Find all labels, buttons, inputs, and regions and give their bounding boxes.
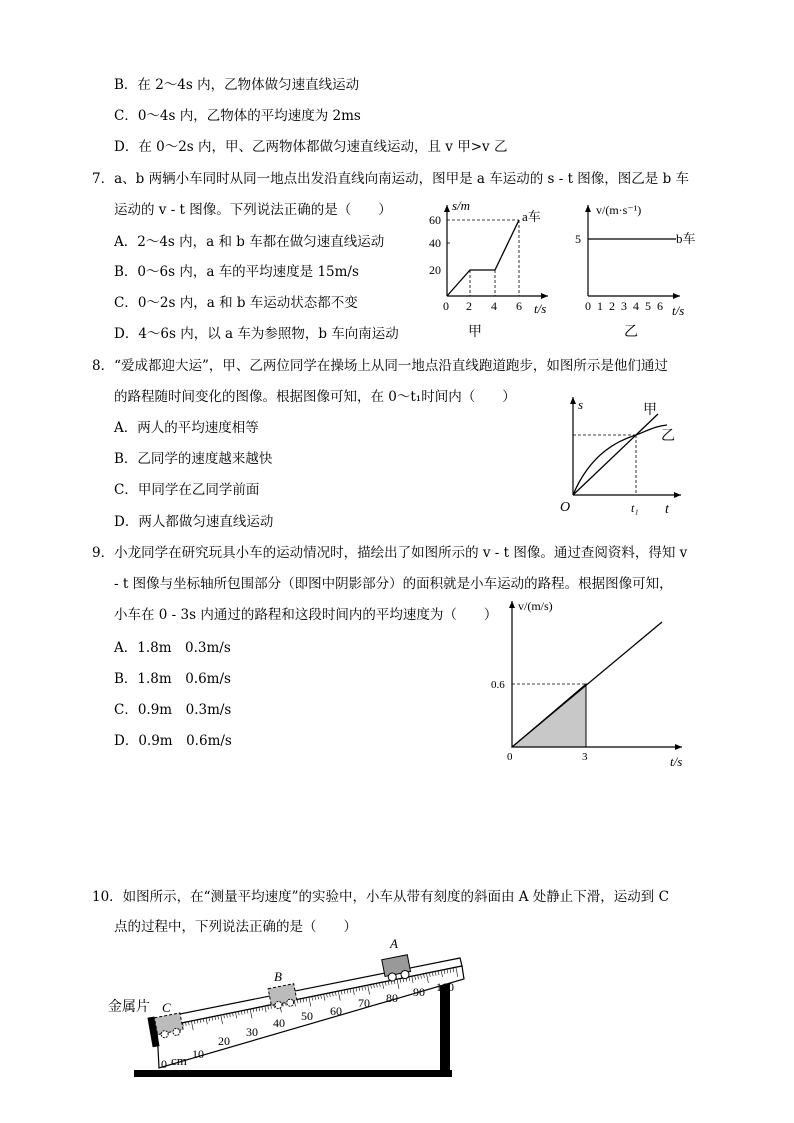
q7-option-a: A．2～4s 内，a 和 b 车都在做匀速直线运动 bbox=[114, 234, 385, 250]
xlabel: t bbox=[665, 502, 669, 517]
q7-stem-line2: 运动的 v - t 图像。下列说法正确的是（ ） bbox=[114, 202, 392, 218]
support-post bbox=[440, 983, 450, 1073]
ruler-label-10: 10 bbox=[192, 1047, 204, 1061]
label-jia: 甲 bbox=[643, 403, 657, 418]
q9-option-c: C．0.9m 0.3m/s bbox=[114, 702, 232, 718]
origin-label: O bbox=[560, 500, 571, 515]
ylabel: v/(m/s) bbox=[518, 599, 553, 613]
ytick-40: 40 bbox=[429, 236, 441, 250]
q10-stem-line1: 10．如图所示，在“测量平均速度”的实验中，小车从带有刻度的斜面由 A 处静止下滑，运动到 C bbox=[92, 889, 669, 905]
ruler-label-80: 80 bbox=[386, 991, 398, 1005]
series-a-line bbox=[447, 220, 519, 296]
label-c: C bbox=[162, 1000, 171, 1015]
series-label-b: b车 bbox=[676, 231, 696, 246]
q10-incline-figure bbox=[100, 935, 480, 1085]
q9-option-d: D．0.9m 0.6m/s bbox=[114, 733, 232, 749]
ruler-unit: cm bbox=[171, 1053, 187, 1068]
ylabel: v/(m·s⁻¹) bbox=[596, 203, 642, 217]
ytick-0.6: 0.6 bbox=[491, 679, 505, 691]
metal-label: 金属片 bbox=[108, 1000, 150, 1015]
ruler-label-0: 0 bbox=[161, 1057, 167, 1071]
curve-yi bbox=[573, 425, 667, 495]
q8-stem-line1: 8．“爱成都迎大运”，甲、乙两位同学在操场上从同一地点沿直线跑道跑步，如图所示是他们通过 bbox=[92, 358, 668, 374]
q6-option-b: B．在 2～4s 内，乙物体做匀速直线运动 bbox=[114, 77, 360, 93]
caption-yi: 乙 bbox=[624, 325, 638, 340]
ytick-20: 20 bbox=[429, 263, 441, 277]
ytick-5: 5 bbox=[575, 232, 581, 246]
xtick-2: 2 bbox=[466, 299, 472, 313]
xlabel: t/s bbox=[534, 301, 547, 316]
q9-option-b: B．1.8m 0.6m/s bbox=[114, 671, 231, 687]
q8-option-c: C．甲同学在乙同学前面 bbox=[114, 482, 260, 498]
label-yi: 乙 bbox=[661, 429, 675, 444]
ruler-label-40: 40 bbox=[273, 1016, 285, 1030]
xtick-3: 3 bbox=[621, 299, 627, 313]
xtick-2: 2 bbox=[609, 299, 615, 313]
q6-option-c: C．0～4s 内，乙物体的平均速度为 2ms bbox=[114, 108, 361, 124]
ruler-label-30: 30 bbox=[246, 1025, 258, 1039]
q8-option-d: D．两人都做匀速直线运动 bbox=[114, 514, 274, 530]
table-base bbox=[134, 1070, 452, 1077]
caption-jia: 甲 bbox=[468, 325, 482, 340]
q9-option-a: A．1.8m 0.3m/s bbox=[114, 640, 231, 656]
ylabel: s/m bbox=[452, 198, 471, 213]
q7-chart-yi bbox=[570, 195, 700, 340]
xtick-0: 0 bbox=[585, 299, 591, 313]
ruler-label-90: 90 bbox=[413, 985, 425, 999]
ruler-label-60: 60 bbox=[330, 1004, 342, 1018]
ytick-60: 60 bbox=[429, 213, 441, 227]
label-b: B bbox=[274, 969, 282, 984]
q9-stem-line1: 9．小龙同学在研究玩具小车的运动情况时，描绘出了如图所示的 v - t 图像。通过查阅资料，得知 v bbox=[92, 545, 688, 561]
label-a: A bbox=[390, 936, 398, 951]
xtick-4: 4 bbox=[633, 299, 639, 313]
q9-stem-line3: 小车在 0 - 3s 内通过的路程和这段时间内的平均速度为（ ） bbox=[114, 607, 498, 623]
series-label-a: a车 bbox=[522, 209, 541, 224]
ruler-label-50: 50 bbox=[301, 1009, 313, 1023]
ruler-label-20: 20 bbox=[218, 1034, 230, 1048]
q10-stem-line2: 点的过程中，下列说法正确的是（ ） bbox=[114, 919, 357, 935]
xtick-4: 4 bbox=[491, 299, 497, 313]
xtick-6: 6 bbox=[516, 299, 522, 313]
q8-option-b: B．乙同学的速度越来越快 bbox=[114, 451, 273, 467]
velocity-line bbox=[512, 622, 662, 747]
xtick-5: 5 bbox=[645, 299, 651, 313]
t1-label: t₁ bbox=[631, 501, 639, 515]
xtick-3: 3 bbox=[582, 751, 588, 763]
q6-option-d: D．在 0～2s 内，甲、乙两物体都做匀速直线运动，且 v 甲>v 乙 bbox=[114, 139, 508, 155]
ruler-label-70: 70 bbox=[358, 996, 370, 1010]
origin-label: 0 bbox=[507, 751, 513, 763]
ylabel: s bbox=[578, 397, 584, 412]
xtick-0: 0 bbox=[443, 299, 449, 313]
q9-stem-line2: - t 图像与坐标轴所包围部分（即图中阴影部分）的面积就是小车运动的路程。根据图像可知， bbox=[114, 576, 673, 592]
q8-option-a: A．两人的平均速度相等 bbox=[114, 420, 259, 436]
line-jia bbox=[573, 414, 658, 495]
q7-option-c: C．0～2s 内，a 和 b 车运动状态都不变 bbox=[114, 295, 358, 311]
xtick-1: 1 bbox=[597, 299, 603, 313]
q8-chart bbox=[555, 392, 695, 522]
q7-stem-line1: 7．a、b 两辆小车同时从同一地点出发沿直线向南运动，图甲是 a 车运动的 s - t 图像，图乙是 b 车 bbox=[92, 171, 690, 187]
q7-option-d: D．4～6s 内，以 a 车为参照物，b 车向南运动 bbox=[114, 326, 399, 342]
q7-chart-jia bbox=[420, 195, 560, 340]
xlabel: t/s bbox=[672, 303, 685, 318]
xtick-6: 6 bbox=[657, 299, 663, 313]
ruler-label-100: 100 bbox=[436, 980, 454, 994]
q9-chart bbox=[480, 595, 695, 775]
q7-option-b: B．0～6s 内，a 车的平均速度是 15m/s bbox=[114, 264, 359, 280]
q8-stem-line2: 的路程随时间变化的图像。根据图像可知，在 0～t₁时间内（ ） bbox=[114, 389, 516, 405]
xlabel: t/s bbox=[670, 754, 683, 769]
